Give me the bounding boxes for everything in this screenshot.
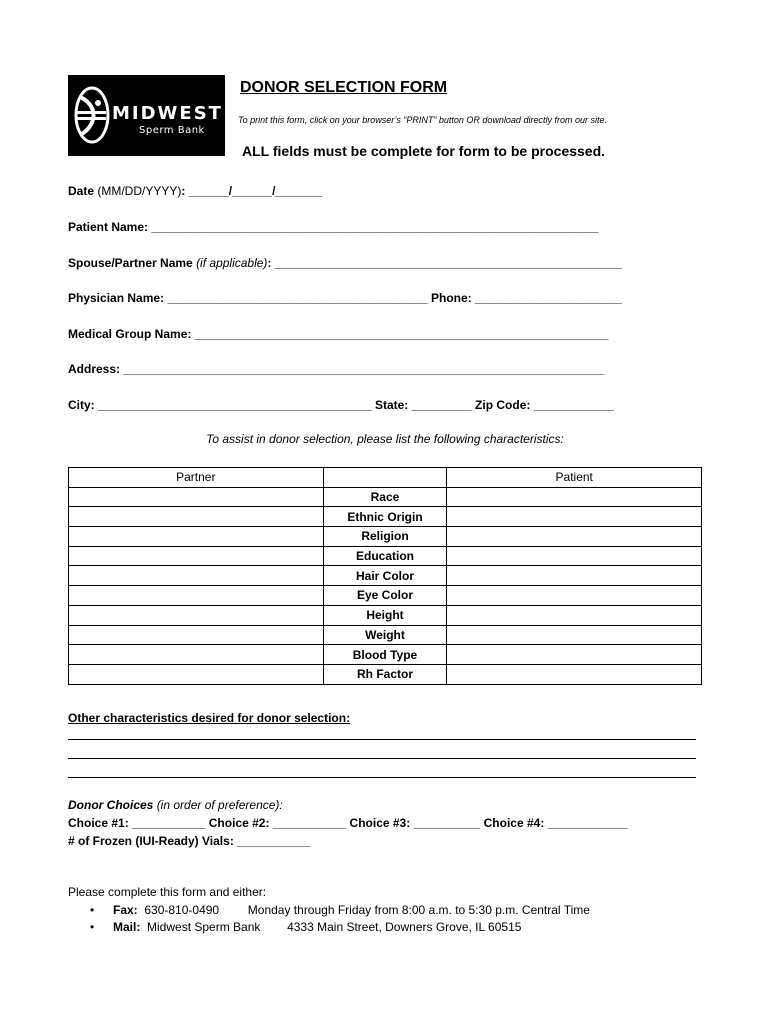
attribute-label: Weight (323, 625, 447, 645)
attribute-label: Eye Color (323, 586, 447, 606)
physician-phone-field[interactable]: Physician Name: _______________________________________ Phone: ______________________ (68, 291, 622, 305)
form-title: DONOR SELECTION FORM (240, 79, 448, 96)
mail-name: Midwest Sperm Bank (147, 920, 261, 934)
patient-cell[interactable] (447, 645, 702, 665)
date-field[interactable] (68, 184, 322, 198)
other-characteristics-line[interactable] (68, 758, 696, 759)
attribute-label: Race (323, 487, 447, 507)
attribute-label: Hair Color (323, 566, 447, 586)
mail-label: Mail: (113, 920, 141, 934)
spouse-name-field[interactable] (68, 256, 622, 270)
col-patient-header: Patient (447, 468, 702, 488)
date-blank: : ______/______/_______ (181, 184, 323, 198)
medical-group-field[interactable]: Medical Group Name: ______________________________________________________________ (68, 327, 609, 341)
spouse-hint: (if applicable) (196, 256, 268, 270)
partner-cell[interactable] (69, 546, 324, 566)
fax-line (113, 903, 590, 917)
spouse-blank: : ____________________________________________________ (267, 256, 622, 270)
required-note: ALL fields must be complete for form to be processed. (242, 143, 606, 159)
col-partner-header: Partner (69, 468, 324, 488)
partner-cell[interactable] (69, 645, 324, 665)
frozen-vials-field[interactable]: # of Frozen (IUI-Ready) Vials: ___________ (68, 834, 311, 848)
characteristics-table (68, 467, 702, 685)
patient-cell[interactable] (447, 586, 702, 606)
col-attribute-header (323, 468, 447, 488)
fax-number: 630-810-0490 (144, 903, 220, 917)
table-row (69, 566, 702, 586)
midwest-logo (68, 75, 225, 156)
fax-hours: Monday through Friday from 8:00 a.m. to 5:30 p.m. Central Time (247, 903, 590, 917)
date-hint: (MM/DD/YYYY) (97, 184, 182, 198)
donor-choices-title: Donor Choices (68, 798, 154, 812)
partner-cell[interactable] (69, 507, 324, 527)
partner-cell[interactable] (69, 625, 324, 645)
assist-note: To assist in donor selection, please list the following characteristics: (206, 432, 564, 446)
donor-choices-heading (68, 798, 283, 812)
table-row (69, 645, 702, 665)
other-characteristics-line[interactable] (68, 777, 696, 778)
attribute-label: Religion (323, 527, 447, 547)
patient-cell[interactable] (447, 625, 702, 645)
logo-subtitle: Sperm Bank (139, 125, 205, 136)
spouse-label: Spouse/Partner Name (68, 256, 193, 270)
partner-cell[interactable] (69, 527, 324, 547)
attribute-label: Ethnic Origin (323, 507, 447, 527)
partner-cell[interactable] (69, 586, 324, 606)
other-characteristics-line[interactable] (68, 739, 696, 740)
partner-cell[interactable] (69, 487, 324, 507)
partner-cell[interactable] (69, 605, 324, 625)
bullet-icon: • (90, 920, 95, 934)
attribute-label: Height (323, 605, 447, 625)
table-header-row (69, 468, 702, 488)
patient-cell[interactable] (447, 605, 702, 625)
city-state-zip-field[interactable]: City: _________________________________________ State: _________ Zip Code: ____________ (68, 398, 614, 412)
attribute-label: Blood Type (323, 645, 447, 665)
table-row (69, 546, 702, 566)
mail-line (113, 920, 521, 934)
patient-cell[interactable] (447, 487, 702, 507)
donor-choices-hint: (in order of preference): (156, 798, 283, 812)
patient-name-field[interactable]: Patient Name: ___________________________________________________________________ (68, 220, 599, 234)
logo-emblem-icon (68, 75, 118, 156)
attribute-label: Education (323, 546, 447, 566)
table-row (69, 605, 702, 625)
table-row (69, 527, 702, 547)
table-row (69, 586, 702, 606)
table-row (69, 487, 702, 507)
other-characteristics-label: Other characteristics desired for donor selection: (68, 711, 351, 725)
print-note: To print this form, click on your browser’s “PRINT” button OR download directly from our site. (238, 115, 607, 125)
mail-address: 4333 Main Street, Downers Grove, IL 60515 (287, 920, 522, 934)
attribute-label: Rh Factor (323, 664, 447, 684)
patient-cell[interactable] (447, 546, 702, 566)
partner-cell[interactable] (69, 664, 324, 684)
table-row (69, 625, 702, 645)
submit-instructions: Please complete this form and either: (68, 885, 267, 899)
patient-cell[interactable] (447, 664, 702, 684)
patient-cell[interactable] (447, 507, 702, 527)
table-row (69, 507, 702, 527)
table-row (69, 664, 702, 684)
patient-cell[interactable] (447, 566, 702, 586)
bullet-icon: • (90, 903, 95, 917)
partner-cell[interactable] (69, 566, 324, 586)
fax-label: Fax: (113, 903, 138, 917)
logo-name: MIDWEST (112, 103, 223, 124)
donor-choices-fields[interactable]: Choice #1: ___________ Choice #2: ___________ Choice #3: __________ Choice #4: ____________ (68, 816, 628, 830)
address-field[interactable]: Address: ________________________________________________________________________ (68, 362, 604, 376)
patient-cell[interactable] (447, 527, 702, 547)
date-label: Date (68, 184, 95, 198)
